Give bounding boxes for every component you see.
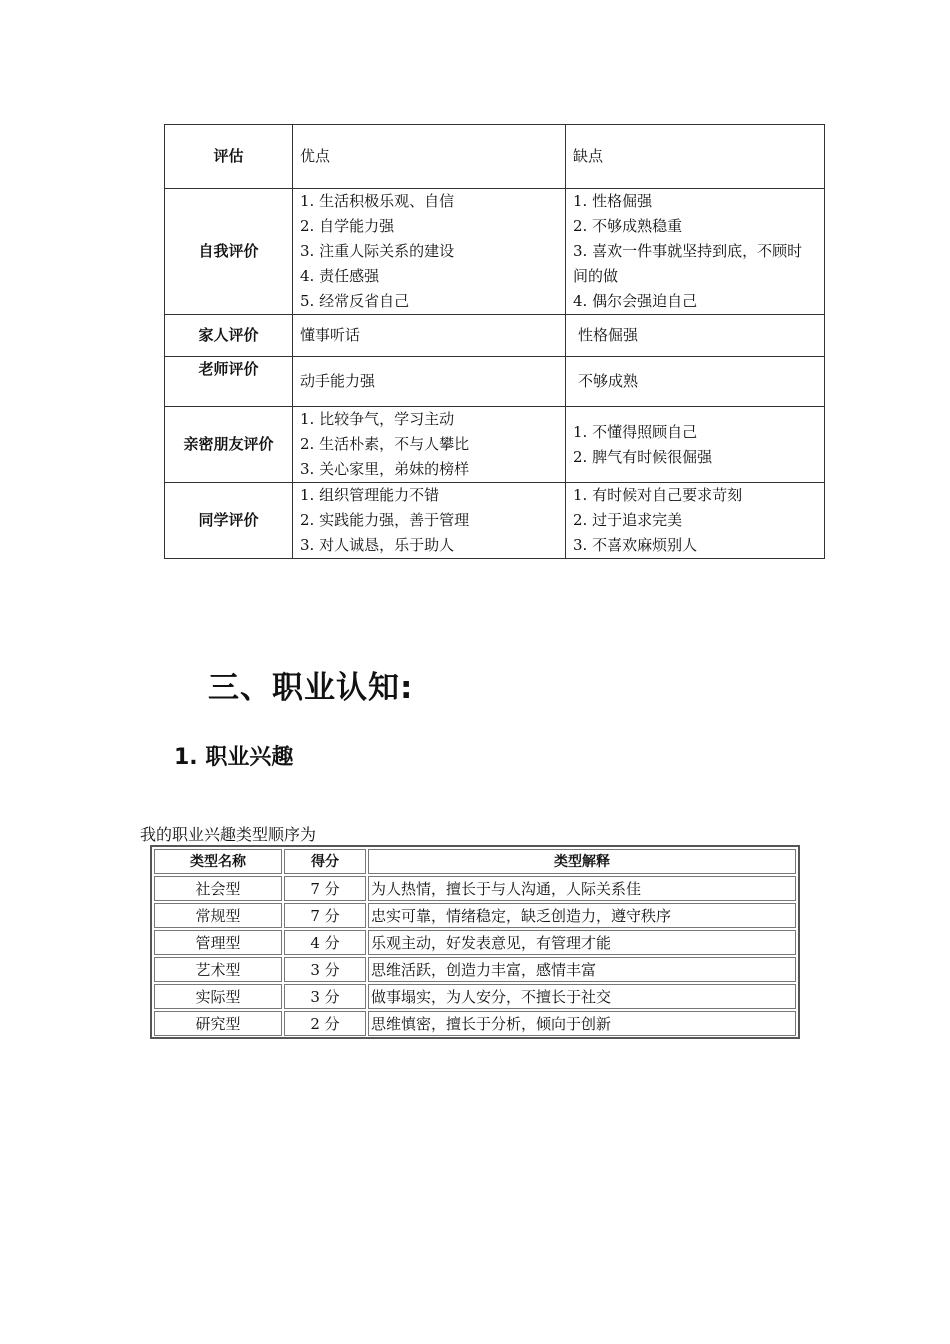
score-cell: 2 分 [284, 1011, 366, 1036]
table-row [154, 1011, 796, 1036]
list-item: 3. 喜欢一件事就坚持到底，不顾时间的做 [573, 242, 803, 285]
row-category: 亲密朋友评价 [165, 407, 293, 483]
list-item: 3. 注重人际关系的建设 [300, 242, 455, 260]
type-cell: 管理型 [154, 930, 282, 955]
header-weaknesses: 缺点 [566, 125, 825, 189]
row-category: 同学评价 [165, 483, 293, 559]
weaknesses-cell [566, 357, 825, 407]
row-category: 老师评价 [165, 357, 293, 407]
list-item: 4. 偶尔会强迫自己 [573, 292, 698, 310]
list-item: 性格倔强 [578, 326, 639, 344]
list-item: 不够成熟 [578, 372, 639, 390]
score-cell: 7 分 [284, 903, 366, 928]
score-cell: 3 分 [284, 984, 366, 1009]
list-item: 1. 性格倔强 [573, 192, 653, 210]
evaluation-table [164, 124, 825, 559]
table-row [154, 984, 796, 1009]
sub-title: 1. 职业兴趣 [174, 745, 294, 770]
list-item: 动手能力强 [300, 372, 376, 390]
table-header-row [154, 849, 796, 874]
table-row [165, 315, 825, 357]
type-cell: 研究型 [154, 1011, 282, 1036]
interest-table-frame [150, 845, 800, 1039]
header-strengths: 优点 [293, 125, 566, 189]
header-type: 类型名称 [154, 849, 282, 874]
list-item: 2. 实践能力强，善于管理 [300, 511, 470, 529]
list-item: 懂事听话 [300, 326, 361, 344]
strengths-cell [293, 407, 566, 483]
table-row [165, 357, 825, 407]
weaknesses-cell [566, 483, 825, 559]
table-row [154, 957, 796, 982]
list-item: 2. 自学能力强 [300, 217, 395, 235]
score-cell: 3 分 [284, 957, 366, 982]
explanation-cell: 忠实可靠，情绪稳定，缺乏创造力，遵守秩序 [368, 903, 796, 928]
strengths-cell [293, 315, 566, 357]
explanation-cell: 乐观主动，好发表意见，有管理才能 [368, 930, 796, 955]
explanation-cell: 思维慎密，擅长于分析，倾向于创新 [368, 1011, 796, 1036]
list-item: 2. 脾气有时候很倔强 [573, 447, 713, 466]
list-item: 1. 比较争气，学习主动 [300, 410, 455, 428]
interest-intro: 我的职业兴趣类型顺序为 [140, 827, 317, 844]
list-item: 1. 有时候对自己要求苛刻 [573, 486, 743, 504]
list-item: 2. 不够成熟稳重 [573, 217, 683, 235]
explanation-cell: 为人热情，擅长于与人沟通，人际关系佳 [368, 876, 796, 901]
list-item: 5. 经常反省自己 [300, 292, 410, 310]
list-item: 1. 组织管理能力不错 [300, 486, 440, 504]
interest-table [152, 847, 798, 1038]
strengths-cell [293, 483, 566, 559]
row-category: 自我评价 [165, 189, 293, 315]
list-item: 4. 责任感强 [300, 267, 380, 285]
type-cell: 艺术型 [154, 957, 282, 982]
table-row [154, 930, 796, 955]
list-item: 3. 不喜欢麻烦别人 [573, 536, 698, 554]
explanation-cell: 做事塌实，为人安分，不擅长于社交 [368, 984, 796, 1009]
list-item: 3. 对人诚恳，乐于助人 [300, 536, 455, 554]
table-row [165, 407, 825, 483]
strengths-cell [293, 189, 566, 315]
header-score: 得分 [284, 849, 366, 874]
type-cell: 常规型 [154, 903, 282, 928]
type-cell: 实际型 [154, 984, 282, 1009]
table-row [154, 876, 796, 901]
header-explanation: 类型解释 [368, 849, 796, 874]
table-row [165, 483, 825, 559]
weaknesses-cell [566, 189, 825, 315]
list-item: 1. 生活积极乐观、自信 [300, 192, 455, 210]
table-row [165, 189, 825, 315]
list-item: 2. 过于追求完美 [573, 511, 683, 529]
weaknesses-cell [566, 407, 825, 483]
table-header-row [165, 125, 825, 189]
table-row [154, 903, 796, 928]
score-cell: 4 分 [284, 930, 366, 955]
row-category: 家人评价 [165, 315, 293, 357]
weaknesses-cell [566, 315, 825, 357]
list-item: 2. 生活朴素，不与人攀比 [300, 435, 470, 453]
score-cell: 7 分 [284, 876, 366, 901]
explanation-cell: 思维活跃，创造力丰富，感情丰富 [368, 957, 796, 982]
list-item: 1. 不懂得照顾自己 [573, 422, 698, 441]
type-cell: 社会型 [154, 876, 282, 901]
header-category: 评估 [165, 125, 293, 189]
section-title: 三、职业认知: [208, 670, 414, 706]
list-item: 3. 关心家里，弟妹的榜样 [300, 460, 470, 478]
strengths-cell [293, 357, 566, 407]
